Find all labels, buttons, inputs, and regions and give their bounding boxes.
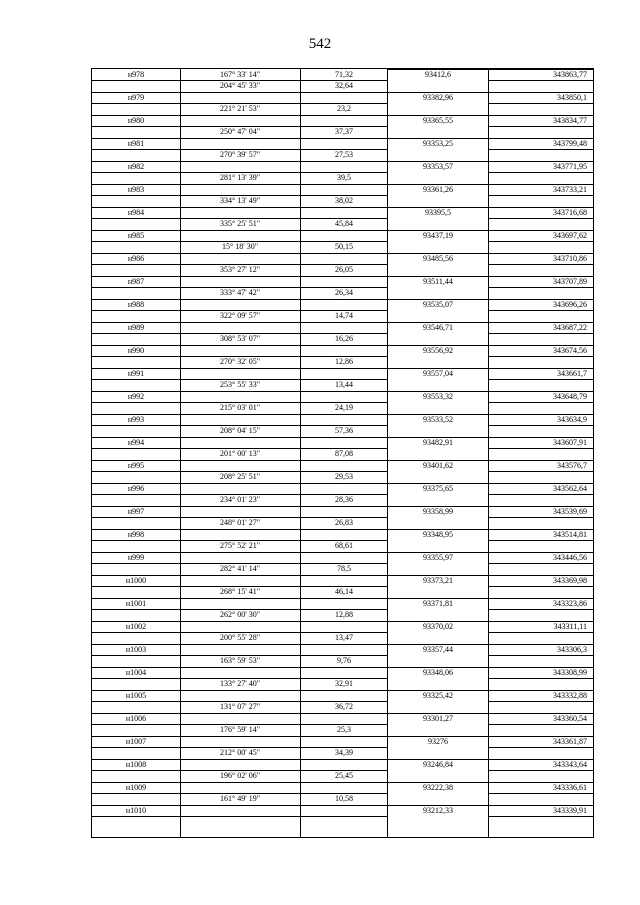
row-divider [92,816,387,817]
y-coordinate: 343514,81 [553,530,587,539]
segment-length: 32,64 [335,81,353,90]
segment-length: 26,05 [335,265,353,274]
segment-length: 14,74 [335,311,353,320]
direction-angle: 161° 49' 19" [220,794,260,803]
point-name: н980 [127,116,145,125]
segment-length: 12,86 [335,357,353,366]
table-row [92,276,593,299]
row-divider [488,149,593,150]
x-coordinate: 93557,04 [423,369,453,378]
y-coordinate: 343339,91 [553,806,587,815]
x-coordinate: 93353,25 [423,139,453,148]
direction-angle: 275° 52' 21" [220,541,260,550]
direction-angle: 131° 07' 27" [220,702,260,711]
y-coordinate: 343306,3 [557,645,587,654]
x-coordinate: 93246,84 [423,760,453,769]
table-row [92,322,593,345]
y-coordinate: 343308,99 [553,668,587,677]
y-coordinate: 343634,9 [557,415,587,424]
x-coordinate: 93375,65 [423,484,453,493]
point-name: н1006 [125,714,147,723]
point-name: н1000 [125,576,147,585]
direction-angle: 308° 53' 07" [220,334,260,343]
x-coordinate: 93355,97 [423,553,453,562]
point-name: н979 [127,93,145,102]
table-row [92,736,593,759]
point-name: н1005 [125,691,147,700]
x-coordinate: 93382,96 [423,93,453,102]
segment-length: 32,91 [335,679,353,688]
point-name: н994 [127,438,145,447]
point-name: н996 [127,484,145,493]
y-coordinate: 343539,69 [553,507,587,516]
point-name: н1009 [125,783,147,792]
point-name: н987 [127,277,145,286]
row-divider [488,287,593,288]
y-coordinate: 343343,64 [553,760,587,769]
point-name: н995 [127,461,145,470]
table-row [92,184,593,207]
y-coordinate: 343360,54 [553,714,587,723]
row-divider [488,563,593,564]
point-name: н986 [127,254,145,263]
point-name: н1002 [125,622,147,631]
segment-length: 57,36 [335,426,353,435]
point-name: н1001 [125,599,147,608]
segment-length: 24,19 [335,403,353,412]
row-divider [488,540,593,541]
table-row [92,621,593,644]
direction-angle: 353° 27' 12" [220,265,260,274]
y-coordinate: 343697,62 [553,231,587,240]
point-name: н1010 [125,806,147,815]
x-coordinate: 93533,52 [423,415,453,424]
direction-angle: 333° 47' 42" [220,288,260,297]
segment-length: 34,39 [335,748,353,757]
x-coordinate: 93348,95 [423,530,453,539]
direction-angle: 176° 59' 14" [220,725,260,734]
segment-length: 68,61 [335,541,353,550]
table-row [92,483,593,506]
x-coordinate: 93482,91 [423,438,453,447]
x-coordinate: 93437,19 [423,231,453,240]
row-divider [488,425,593,426]
row-divider [488,793,593,794]
table-row [92,552,593,575]
y-coordinate: 343863,77 [553,70,587,79]
table-row [92,575,593,598]
point-name: н984 [127,208,145,217]
y-coordinate: 343361,87 [553,737,587,746]
direction-angle: 196° 02' 06" [220,771,260,780]
direction-angle: 248° 01' 27" [220,518,260,527]
y-coordinate: 343710,86 [553,254,587,263]
table-row [92,299,593,322]
direction-angle: 270° 39' 57" [220,150,260,159]
x-coordinate: 93361,26 [423,185,453,194]
row-divider [488,264,593,265]
y-coordinate: 343771,95 [553,162,587,171]
y-coordinate: 343648,79 [553,392,587,401]
table-row [92,598,593,621]
direction-angle: 322° 09' 57" [220,311,260,320]
y-coordinate: 343799,48 [553,139,587,148]
direction-angle: 208° 25' 51" [220,472,260,481]
table-row [92,506,593,529]
x-coordinate: 93535,07 [423,300,453,309]
table-row [92,368,593,391]
y-coordinate: 343446,56 [553,553,587,562]
x-coordinate: 93212,33 [423,806,453,815]
row-divider [488,379,593,380]
x-coordinate: 93358,99 [423,507,453,516]
y-coordinate: 343707,89 [553,277,587,286]
point-name: н992 [127,392,145,401]
point-name: н1007 [125,737,147,746]
direction-angle: 204° 45' 33" [220,81,260,90]
table-row [92,690,593,713]
segment-length: 50,15 [335,242,353,251]
y-coordinate: 343332,88 [553,691,587,700]
direction-angle: 201° 00' 13" [220,449,260,458]
y-coordinate: 343834,77 [553,116,587,125]
row-divider [488,172,593,173]
row-divider [488,195,593,196]
table-row [92,161,593,184]
y-coordinate: 343733,21 [553,185,587,194]
direction-angle: 334° 13' 49" [220,196,260,205]
x-coordinate: 93353,57 [423,162,453,171]
y-coordinate: 343716,68 [553,208,587,217]
row-divider [488,80,593,81]
x-coordinate: 93325,42 [423,691,453,700]
direction-angle: 167° 33' 14" [220,70,260,79]
table-row [92,437,593,460]
point-name: н985 [127,231,145,240]
table-row [92,529,593,552]
x-coordinate: 93401,62 [423,461,453,470]
segment-length: 45,84 [335,219,353,228]
row-divider [488,517,593,518]
segment-length: 27,53 [335,150,353,159]
x-coordinate: 93546,71 [423,323,453,332]
point-name: н983 [127,185,145,194]
segment-length: 29,53 [335,472,353,481]
x-coordinate: 93395,5 [425,208,451,217]
table-row [92,667,593,690]
row-divider [488,747,593,748]
row-divider [488,356,593,357]
table-row [92,345,593,368]
point-name: н998 [127,530,145,539]
segment-length: 25,45 [335,771,353,780]
direction-angle: 200° 55' 28" [220,633,260,642]
table-row [92,414,593,437]
table-row [92,782,593,805]
point-name: н978 [127,70,145,79]
segment-length: 36,72 [335,702,353,711]
x-coordinate: 93511,44 [423,277,453,286]
direction-angle: 253° 55' 33" [220,380,260,389]
row-divider [488,241,593,242]
segment-length: 16,26 [335,334,353,343]
y-coordinate: 343661,7 [557,369,587,378]
segment-length: 23,2 [337,104,351,113]
table-row [92,230,593,253]
row-divider [488,770,593,771]
row-divider [488,103,593,104]
segment-length: 28,36 [335,495,353,504]
x-coordinate: 93371,81 [423,599,453,608]
segment-length: 87,08 [335,449,353,458]
point-name: н981 [127,139,145,148]
row-divider [488,448,593,449]
segment-length: 13,47 [335,633,353,642]
row-divider [488,218,593,219]
segment-length: 37,37 [335,127,353,136]
direction-angle: 208° 04' 15" [220,426,260,435]
x-coordinate: 93276 [428,737,448,746]
y-coordinate: 343696,26 [553,300,587,309]
direction-angle: 212° 00' 45" [220,748,260,757]
row-divider [488,494,593,495]
point-name: н999 [127,553,145,562]
x-coordinate: 93370,02 [423,622,453,631]
row-divider [488,609,593,610]
table-row [92,759,593,782]
table-row [92,644,593,667]
segment-length: 39,5 [337,173,351,182]
y-coordinate: 343562,64 [553,484,587,493]
segment-length: 38,02 [335,196,353,205]
table-row [92,92,593,115]
point-name: н997 [127,507,145,516]
row-divider [488,701,593,702]
point-name: н988 [127,300,145,309]
point-name: н989 [127,323,145,332]
segment-length: 12,88 [335,610,353,619]
segment-length: 26,83 [335,518,353,527]
row-divider [488,678,593,679]
point-name: н1003 [125,645,147,654]
table-row [92,115,593,138]
table-row [92,253,593,276]
x-coordinate: 93222,38 [423,783,453,792]
row-divider [488,632,593,633]
row-divider [488,724,593,725]
table-row [92,713,593,736]
direction-angle: 215° 03' 01" [220,403,260,412]
table-row [92,805,593,828]
table-row [92,138,593,161]
direction-angle: 281° 13' 39" [220,173,260,182]
y-coordinate: 343576,7 [557,461,587,470]
x-coordinate: 93365,55 [423,116,453,125]
y-coordinate: 343674,56 [553,346,587,355]
point-name: н993 [127,415,145,424]
row-divider [488,126,593,127]
row-divider [488,816,593,817]
direction-angle: 282° 41' 14" [220,564,260,573]
table-row [92,391,593,414]
direction-angle: 335° 25' 51" [220,219,260,228]
x-coordinate: 93348,06 [423,668,453,677]
point-name: н982 [127,162,145,171]
direction-angle: 268° 15' 41" [220,587,260,596]
y-coordinate: 343311,11 [553,622,587,631]
point-name: н1004 [125,668,147,677]
segment-length: 46,14 [335,587,353,596]
direction-angle: 133° 27' 40" [220,679,260,688]
page-number: 542 [308,36,332,52]
y-coordinate: 343369,98 [553,576,587,585]
direction-angle: 262° 00' 30" [220,610,260,619]
segment-length: 26,34 [335,288,353,297]
segment-length: 10,58 [335,794,353,803]
coordinates-table [91,68,594,838]
segment-length: 71,32 [335,70,353,79]
row-divider [488,471,593,472]
direction-angle: 163° 59' 53" [220,656,260,665]
row-divider [488,655,593,656]
x-coordinate: 93357,44 [423,645,453,654]
row-divider [488,402,593,403]
segment-length: 13,44 [335,380,353,389]
y-coordinate: 343336,61 [553,783,587,792]
x-coordinate: 93553,32 [423,392,453,401]
y-coordinate: 343687,22 [553,323,587,332]
point-name: н1008 [125,760,147,769]
direction-angle: 234° 01' 23" [220,495,260,504]
point-name: н991 [127,369,145,378]
table-row [92,69,593,92]
direction-angle: 15° 18' 30" [222,242,258,251]
y-coordinate: 343323,86 [553,599,587,608]
row-divider [488,586,593,587]
direction-angle: 221° 21' 53" [220,104,260,113]
y-coordinate: 343850,1 [557,93,587,102]
segment-length: 78,5 [337,564,351,573]
row-divider [488,333,593,334]
direction-angle: 250° 47' 04" [220,127,260,136]
row-divider [488,310,593,311]
y-coordinate: 343607,91 [553,438,587,447]
table-row [92,207,593,230]
segment-length: 25,3 [337,725,351,734]
table-row [92,460,593,483]
x-coordinate: 93485,56 [423,254,453,263]
segment-length: 9,76 [337,656,351,665]
x-coordinate: 93373,21 [423,576,453,585]
x-coordinate: 93412,6 [425,70,451,79]
point-name: н990 [127,346,145,355]
x-coordinate: 93301,27 [423,714,453,723]
x-coordinate: 93556,92 [423,346,453,355]
direction-angle: 270° 32' 05" [220,357,260,366]
